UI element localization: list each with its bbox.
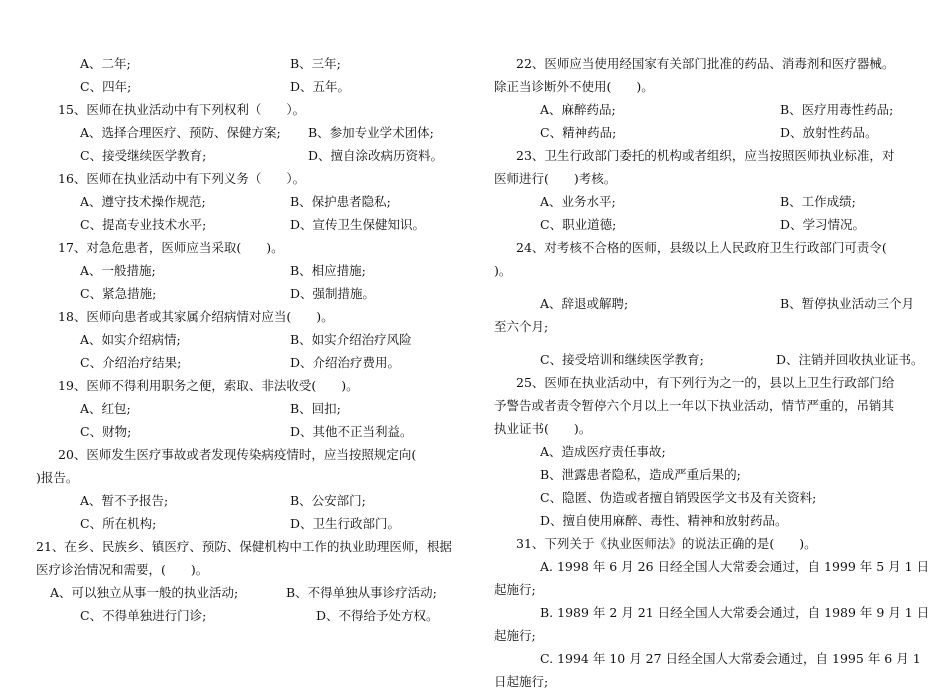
q20-options-row1 xyxy=(58,489,458,512)
q21-options-row2 xyxy=(58,604,458,627)
q21-option-c: C、不得单独进行门诊; xyxy=(80,608,207,623)
q22-option-c: C、精神药品; xyxy=(540,125,617,140)
q22-options-row1 xyxy=(494,98,922,121)
q18-option-a: A、如实介绍病情; xyxy=(80,332,181,347)
q17-option-d: D、强制措施。 xyxy=(290,286,376,301)
q31-option-a-line2: 起施行; xyxy=(494,582,536,597)
q25-option-c: C、隐匿、伪造或者擅自销毁医学文书及有关资料; xyxy=(540,490,817,505)
q22-option-a: A、麻醉药品; xyxy=(540,102,616,117)
q15-options-row1 xyxy=(58,121,458,144)
q18-option-b: B、如实介绍治疗风险 xyxy=(290,332,412,347)
q14-option-c: C、四年; xyxy=(80,79,132,94)
q23-stem-line1: 23、卫生行政部门委托的机构或者组织，应当按照医师执业标准，对 xyxy=(516,148,895,163)
q16-option-d: D、宣传卫生保健知识。 xyxy=(290,217,426,232)
q20-option-b: B、公安部门; xyxy=(290,493,366,508)
spacer xyxy=(494,282,922,292)
q15-option-d: D、擅自涂改病历资料。 xyxy=(308,148,444,163)
q16-option-a: A、遵守技术操作规范; xyxy=(80,194,206,209)
q16-options-row2 xyxy=(58,213,458,236)
q16-option-c: C、提高专业技术水平; xyxy=(80,217,207,232)
q24-option-b-continued: 至六个月; xyxy=(494,319,549,334)
q25-option-b-row xyxy=(494,463,922,486)
q14-option-d: D、五年。 xyxy=(290,79,351,94)
q17-option-b: B、相应措施; xyxy=(290,263,366,278)
q25-stem-line2: 予警告或者责令暂停六个月以上一年以下执业活动，情节严重的，吊销其 xyxy=(494,398,895,413)
q31-option-c-line1: C. 1994 年 10 月 27 日经全国人大常委会通过，自 1995 年 6 月 1 xyxy=(540,651,921,666)
q21-options-row1 xyxy=(50,581,458,604)
q25-stem-line1: 25、医师在执业活动中，有下列行为之一的，县以上卫生行政部门给 xyxy=(516,375,895,390)
q23-option-a: A、业务水平; xyxy=(540,194,616,209)
q23-options-row2 xyxy=(494,213,922,236)
q24-stem-line1: 24、对考核不合格的医师，县级以上人民政府卫生行政部门可责令( xyxy=(516,240,887,255)
q24-option-c: C、接受培训和继续医学教育; xyxy=(540,352,704,367)
q14-options-row2 xyxy=(58,75,458,98)
q17-stem: 17、对急危患者，医师应当采取( )。 xyxy=(58,240,284,255)
left-column xyxy=(36,52,458,627)
q25-option-b: B、泄露患者隐私，造成严重后果的; xyxy=(540,467,741,482)
q19-stem: 19、医师不得利用职务之便，索取、非法收受( )。 xyxy=(58,378,359,393)
q24-option-a: A、辞退或解聘; xyxy=(540,296,629,311)
q20-option-d: D、卫生行政部门。 xyxy=(290,516,401,531)
q25-option-a: A、造成医疗责任事故; xyxy=(540,444,666,459)
q21-stem-line2: 医疗诊治情况和需要，( )。 xyxy=(36,562,209,577)
q22-option-b: B、医疗用毒性药品; xyxy=(780,102,894,117)
q14-option-b: B、三年; xyxy=(290,56,341,71)
q20-options-row2 xyxy=(58,512,458,535)
spacer xyxy=(494,338,922,348)
q16-options-row1 xyxy=(58,190,458,213)
q24-option-b: B、暂停执业活动三个月 xyxy=(780,296,915,311)
q19-option-a: A、红包; xyxy=(80,401,131,416)
q19-options-row2 xyxy=(58,420,458,443)
q23-options-row1 xyxy=(494,190,922,213)
q25-stem-line3: 执业证书( )。 xyxy=(494,421,592,436)
q15-option-a: A、选择合理医疗、预防、保健方案; xyxy=(80,125,281,140)
q19-option-b: B、回扣; xyxy=(290,401,341,416)
q22-stem-line2: 除正当诊断外不使用( )。 xyxy=(494,79,654,94)
q15-options-row2 xyxy=(58,144,458,167)
q24-options-row1 xyxy=(494,292,922,315)
q22-stem-line1: 22、医师应当使用经国家有关部门批准的药品、消毒剂和医疗器械。 xyxy=(516,56,895,71)
q23-option-c: C、职业道德; xyxy=(540,217,617,232)
q24-options-row2 xyxy=(494,348,922,371)
q18-stem: 18、医师向患者或其家属介绍病情对应当( )。 xyxy=(58,309,334,324)
q21-option-d: D、不得给予处方权。 xyxy=(316,608,439,623)
q31-option-b-line2: 起施行; xyxy=(494,628,536,643)
q23-option-b: B、工作成绩; xyxy=(780,194,856,209)
q31-option-c-line2: 日起施行; xyxy=(494,674,549,689)
q20-option-a: A、暂不予报告; xyxy=(80,493,169,508)
q22-option-d: D、放射性药品。 xyxy=(780,125,878,140)
q15-stem: 15、医师在执业活动中有下列权利（ ）。 xyxy=(58,102,306,117)
q22-options-row2 xyxy=(494,121,922,144)
right-column xyxy=(494,52,930,693)
q16-stem: 16、医师在执业活动中有下列义务（ ）。 xyxy=(58,171,306,186)
q18-options-row2 xyxy=(58,351,458,374)
q17-option-c: C、紧急措施; xyxy=(80,286,157,301)
q18-options-row1 xyxy=(58,328,458,351)
q25-option-a-row xyxy=(494,440,922,463)
q15-option-b: B、参加专业学术团体; xyxy=(308,125,434,140)
q19-option-c: C、财物; xyxy=(80,424,132,439)
q21-option-b: B、不得单独从事诊疗活动; xyxy=(286,585,437,600)
q21-stem-line1: 21、在乡、民族乡、镇医疗、预防、保健机构中工作的执业助理医师，根据 xyxy=(36,539,452,554)
q14-option-a: A、二年; xyxy=(80,56,131,71)
q25-option-d-row xyxy=(494,509,922,532)
q18-option-c: C、介绍治疗结果; xyxy=(80,355,182,370)
q31-option-a-line1: A. 1998 年 6 月 26 日经全国人大常委会通过，自 1999 年 5 月 1 日 xyxy=(540,559,930,574)
q18-option-d: D、介绍治疗费用。 xyxy=(290,355,401,370)
q25-option-c-row xyxy=(494,486,922,509)
q20-stem-line2: )报告。 xyxy=(36,470,79,485)
q20-option-c: C、所在机构; xyxy=(80,516,157,531)
q17-option-a: A、一般措施; xyxy=(80,263,156,278)
q14-options-row1 xyxy=(58,52,458,75)
q31-stem: 31、下列关于《执业医师法》的说法正确的是( )。 xyxy=(516,536,817,551)
q23-stem-line2: 医师进行( )考核。 xyxy=(494,171,617,186)
q17-options-row1 xyxy=(58,259,458,282)
q24-option-d: D、注销并回收执业证书。 xyxy=(776,352,924,367)
q15-option-c: C、接受继续医学教育; xyxy=(80,148,207,163)
q31-option-b-line1: B. 1989 年 2 月 21 日经全国人大常委会通过，自 1989 年 9 月 1 日 xyxy=(540,605,930,620)
q19-options-row1 xyxy=(58,397,458,420)
q19-option-d: D、其他不正当利益。 xyxy=(290,424,413,439)
q25-option-d: D、擅自使用麻醉、毒性、精神和放射药品。 xyxy=(540,513,788,528)
q24-stem-line2: )。 xyxy=(494,263,512,278)
q20-stem-line1: 20、医师发生医疗事故或者发现传染病疫情时，应当按照规定向( xyxy=(58,447,417,462)
q23-option-d: D、学习情况。 xyxy=(780,217,866,232)
q17-options-row2 xyxy=(58,282,458,305)
q16-option-b: B、保护患者隐私; xyxy=(290,194,391,209)
q21-option-a: A、可以独立从事一般的执业活动; xyxy=(50,585,239,600)
